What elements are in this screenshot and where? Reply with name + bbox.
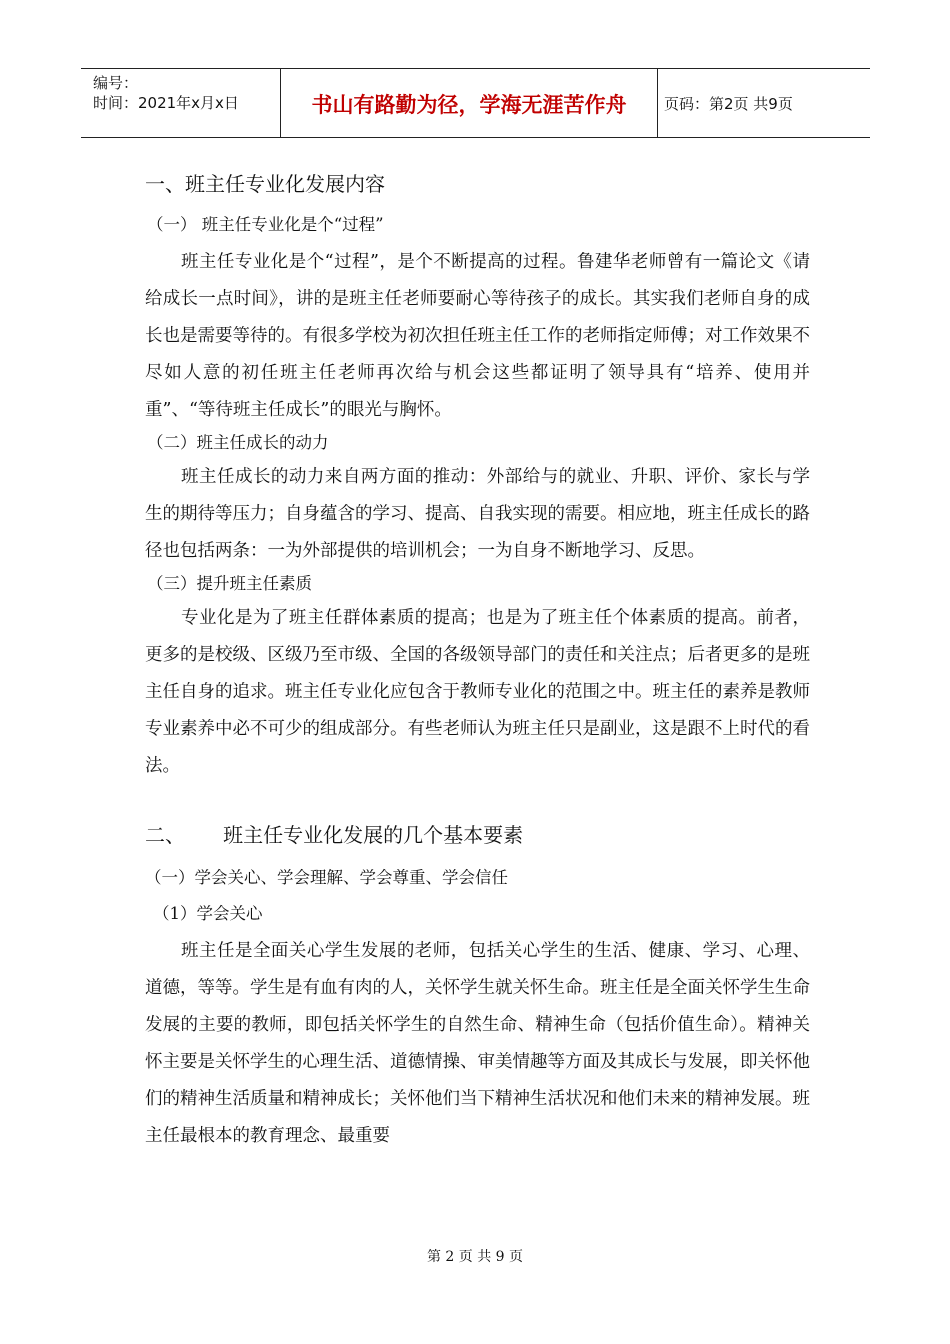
section-2-sub-1: （一）学会关心、学会理解、学会尊重、学会信任 (145, 868, 508, 887)
section-1-paragraph-1: 班主任专业化是个“过程”，是个不断提高的过程。鲁建华老师曾有一篇论文《请给成长一点时间》，讲的是班主任老师要耐心等待孩子的成长。其实我们老师自身的成长也是需要等待的。有很多学校为初次担任班主任工作的老师指定师傅；对工作效果不尽如人意的初任班主任老师再次给与机会这些都证明了领导具有“培养、使用并重”、“等待班主任成长”的眼光与胸怀。 (145, 252, 810, 420)
page-info: 页码：第2页 共9页 (664, 94, 793, 113)
time-label: 时间：2021年x月x日 (93, 94, 239, 112)
page-footer: 第 2 页 共 9 页 (426, 1249, 524, 1265)
motto: 书山有路勤为径，学海无涯苦作舟 (281, 69, 658, 137)
section-1-sub-2: （二）班主任成长的动力 (147, 433, 329, 452)
section-1-sub-1: （一） 班主任专业化是个“过程” (147, 215, 384, 234)
section-1-sub-3: （三）提升班主任素质 (147, 574, 312, 593)
header-left-cell (81, 69, 281, 137)
section-1-paragraph-2: 班主任成长的动力来自两方面的推动：外部给与的就业、升职、评价、家长与学生的期待等压力；自身蕴含的学习、提高、自我实现的需要。相应地，班主任成长的路径也包括两条：一为外部提供的培训机会；一为自身不断地学习、反思。 (145, 467, 810, 561)
section-1-title: 一、班主任专业化发展内容 (145, 172, 385, 196)
section-2-paragraph-1: 班主任是全面关心学生发展的老师，包括关心学生的生活、健康、学习、心理、道德，等等。学生是有血有肉的人，关怀学生就关怀生命。班主任是全面关怀学生生命发展的主要的教师，即包括关怀学生的自然生命、精神生命（包括价值生命）。精神关怀主要是关怀学生的心理生活、道德情操、审美情趣等方面及其成长与发展，即关怀他们的精神生活质量和精神成长；关怀他们当下精神生活状况和他们未来的精神发展。班主任最根本的教育理念、最重要 (145, 941, 810, 1146)
section-2-title: 二、 班主任专业化发展的几个基本要素 (145, 823, 524, 847)
section-2-sub-1-1: （1）学会关心 (153, 904, 263, 923)
section-1-paragraph-3: 专业化是为了班主任群体素质的提高；也是为了班主任个体素质的提高。前者，更多的是校级、区级乃至市级、全国的各级领导部门的责任和关注点；后者更多的是班主任自身的追求。班主任专业化应包含于教师专业化的范围之中。班主任的素养是教师专业素养中必不可少的组成部分。有些老师认为班主任只是副业，这是跟不上时代的看法。 (145, 608, 810, 776)
number-label: 编号： (93, 74, 139, 92)
document-body (145, 168, 810, 1155)
header-table (81, 68, 870, 138)
